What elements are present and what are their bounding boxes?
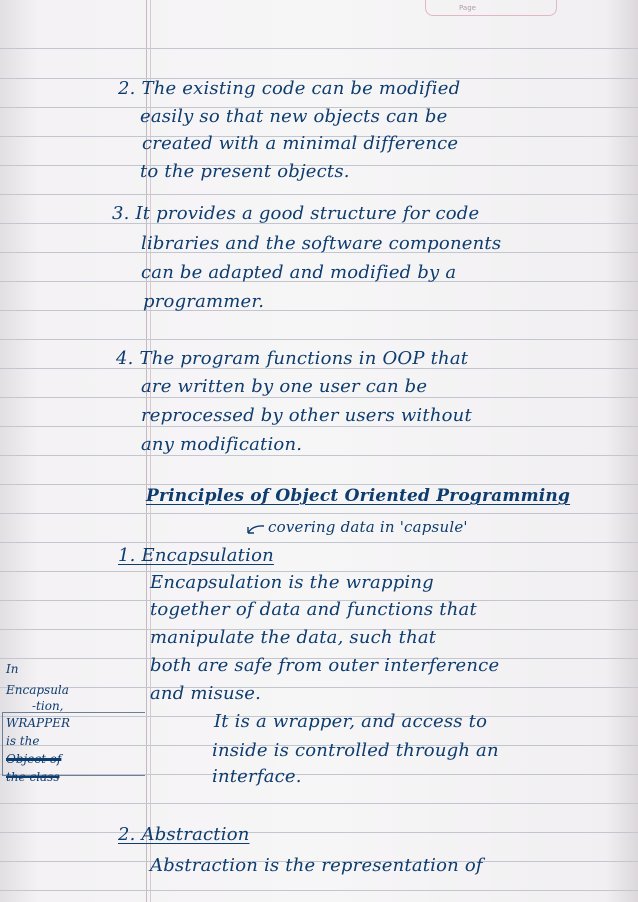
margin-note-line: -tion,: [32, 699, 64, 713]
handwritten-line: to the present objects.: [140, 161, 350, 182]
handwritten-line: can be adapted and modified by a: [141, 262, 457, 283]
margin-note-line: the class: [6, 770, 60, 784]
margin-note-line: Encapsula: [6, 683, 69, 697]
handwritten-line: created with a minimal difference: [142, 133, 459, 154]
section-heading: Principles of Object Oriented Programming: [146, 486, 571, 506]
ruled-line: [0, 397, 638, 398]
handwritten-line: easily so that new objects can be: [140, 106, 448, 127]
handwritten-line: reprocessed by other users without: [141, 405, 472, 426]
ruled-line: [0, 310, 638, 311]
handwritten-line: both are safe from outer interference: [150, 655, 500, 676]
encapsulation-title: 1. Encapsulation: [118, 545, 274, 566]
ruled-line: [0, 687, 638, 688]
margin-note-line: is the: [6, 734, 40, 748]
encapsulation-caption: covering data in 'capsule': [268, 518, 468, 536]
handwritten-line: 2. The existing code can be modified: [118, 78, 461, 99]
ruled-line: [0, 542, 638, 543]
page-number-label: Page: [459, 4, 476, 12]
handwritten-line: 4. The program functions in OOP that: [116, 348, 469, 369]
margin-note-line: In: [6, 662, 19, 676]
ruled-line: [0, 426, 638, 427]
ruled-line: [0, 832, 638, 833]
handwritten-line: any modification.: [141, 434, 303, 455]
ruled-line: [0, 513, 638, 514]
margin-note-line: WRAPPER: [6, 716, 70, 730]
handwritten-line: Encapsulation is the wrapping: [150, 572, 434, 593]
page-header-box: [425, 0, 557, 16]
ruled-line: [0, 890, 638, 891]
handwritten-line: Abstraction is the representation of: [150, 855, 483, 876]
handwritten-line: It is a wrapper, and access to: [214, 711, 488, 732]
handwritten-line: interface.: [212, 766, 302, 787]
handwritten-line: and misuse.: [150, 683, 262, 704]
abstraction-title: 2. Abstraction: [118, 824, 250, 845]
ruled-line: [0, 484, 638, 485]
handwritten-line: manipulate the data, such that: [150, 627, 437, 648]
margin-note-line: Object of: [6, 752, 62, 766]
arrow-icon: [245, 523, 265, 537]
handwritten-line: inside is controlled through an: [212, 740, 499, 761]
handwritten-line: are written by one user can be: [141, 376, 428, 397]
ruled-line: [0, 803, 638, 804]
handwritten-line: libraries and the software components: [141, 233, 502, 254]
ruled-line: [0, 455, 638, 456]
ruled-line: [0, 339, 638, 340]
handwritten-line: together of data and functions that: [150, 599, 477, 620]
ruled-line: [0, 194, 638, 195]
ruled-line: [0, 48, 638, 49]
handwritten-line: 3. It provides a good structure for code: [112, 203, 480, 224]
handwritten-line: programmer.: [143, 291, 265, 312]
